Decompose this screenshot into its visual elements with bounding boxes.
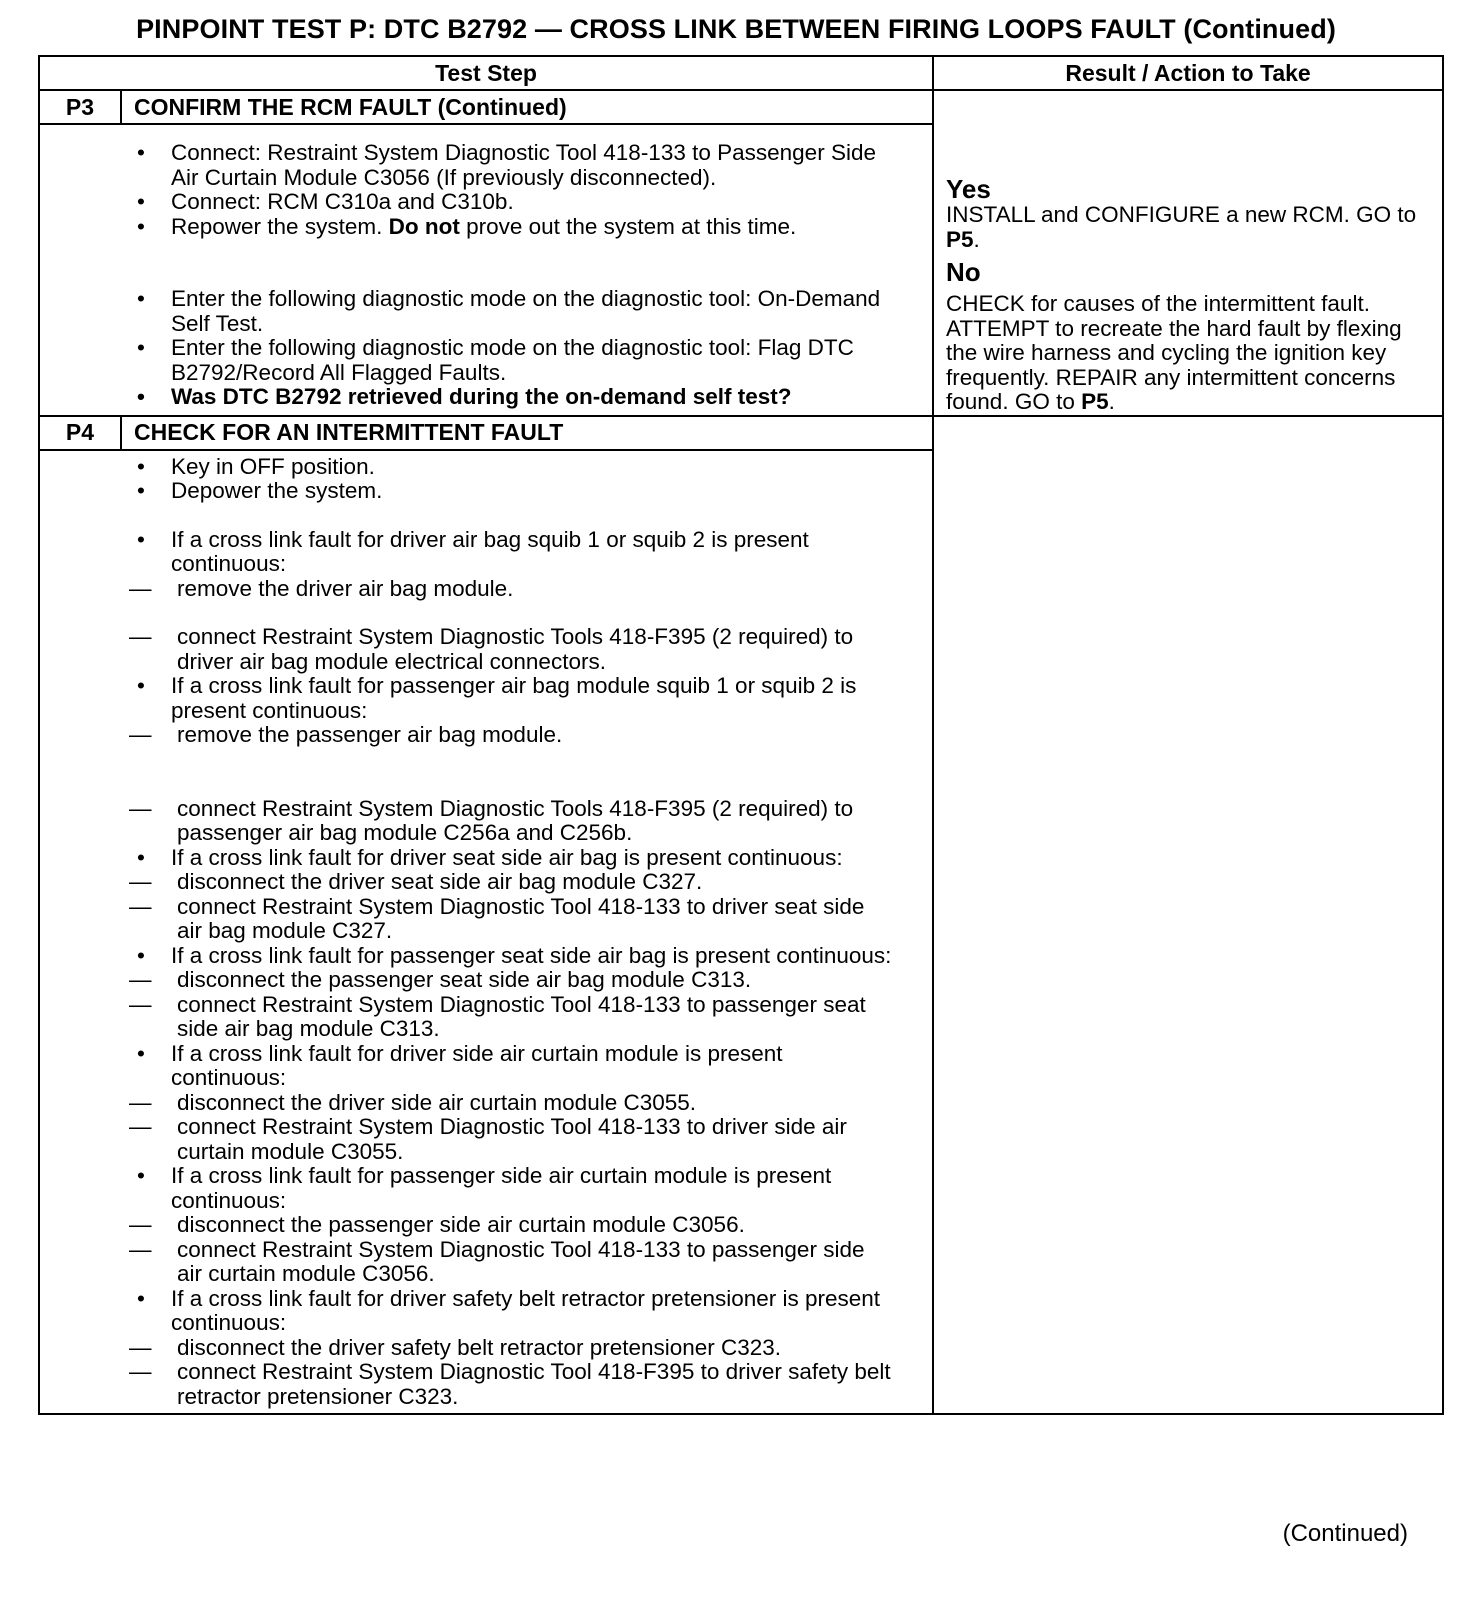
- p3-yes-goto-link[interactable]: P5: [946, 226, 974, 252]
- result-header: Result / Action to Take: [933, 56, 1443, 90]
- p3-result: [933, 90, 1443, 416]
- p3-step-id: P3: [39, 90, 121, 124]
- sub-list-item: — connect Restraint System Diagnostic Tools 418-F395 (2 required) to passenger air bag module C256a and C256b.: [129, 797, 892, 846]
- sub-list-item: — connect Restraint System Diagnostic Tool 418-133 to driver side air curtain module C3055.: [129, 1115, 892, 1164]
- p3-no-text: CHECK for causes of the intermittent fault. ATTEMPT to recreate the hard fault by flexing the wire harness and cycling the ignition key frequently. REPAIR any intermittent concerns found. GO to P5.: [946, 291, 1402, 414]
- p4-step-title: CHECK FOR AN INTERMITTENT FAULT: [121, 416, 933, 450]
- p4-step-body: [121, 450, 933, 1415]
- p4-title-row: [39, 416, 1443, 450]
- sub-list-item: — disconnect the driver side air curtain module C3055.: [129, 1091, 892, 1116]
- p3-yes-text: INSTALL and CONFIGURE a new RCM. GO to P5.: [946, 202, 1417, 252]
- list-item: • Connect: Restraint System Diagnostic Tool 418-133 to Passenger Side Air Curtain Module C3056 (If previously disconnected).: [129, 141, 892, 190]
- sub-list-item: — remove the driver air bag module.: [129, 577, 892, 602]
- list-item: • Enter the following diagnostic mode on the diagnostic tool: On-Demand Self Test.: [129, 287, 892, 336]
- list-item: • If a cross link fault for driver air bag squib 1 or squib 2 is present continuous: — remove the driver air bag module. — connect Restraint System Diagnostic Tools 418-F395 (2 required) to driver air bag module electrical connectors.: [129, 528, 892, 675]
- p3-yes-label: Yes: [946, 174, 991, 204]
- table-header-row: [39, 56, 1443, 90]
- sub-list-item: — disconnect the driver safety belt retractor pretensioner C323.: [129, 1336, 892, 1361]
- list-item: • If a cross link fault for passenger air bag module squib 1 or squib 2 is present continuous: — remove the passenger air bag module. — connect Restraint System Diagnostic Tools 418-F395 (2 required) to passenger air bag module C256a and C256b.: [129, 674, 892, 846]
- list-item: • If a cross link fault for passenger side air curtain module is present continuous: — disconnect the passenger side air curtain module C3056. — connect Restraint System Diagnostic Tool 418-133 to passenger side air curtain module C3056.: [129, 1164, 892, 1287]
- list-item: • If a cross link fault for passenger seat side air bag is present continuous: — disconnect the passenger seat side air bag module C313. — connect Restraint System Diagnostic Tool 418-133 to passenger seat side air bag module C313.: [129, 944, 892, 1042]
- list-item: • Was DTC B2792 retrieved during the on-demand self test?: [129, 385, 892, 410]
- sub-list-item: — disconnect the driver seat side air bag module C327.: [129, 870, 892, 895]
- list-item: • Connect: RCM C310a and C310b.: [129, 190, 892, 215]
- p3-no-label: No: [946, 257, 981, 287]
- p3-title-row: [39, 90, 1443, 124]
- list-item: • Key in OFF position.: [129, 455, 892, 480]
- sub-list-item: — connect Restraint System Diagnostic Tool 418-133 to driver seat side air bag module C327.: [129, 895, 892, 944]
- list-item: • Depower the system.: [129, 479, 892, 504]
- page-title: PINPOINT TEST P: DTC B2792 — CROSS LINK BETWEEN FIRING LOOPS FAULT (Continued): [136, 14, 1336, 44]
- continued-footer: (Continued): [1282, 1520, 1408, 1547]
- sub-list-item: — connect Restraint System Diagnostic Tool 418-133 to passenger seat side air bag module C313.: [129, 993, 892, 1042]
- list-item: • If a cross link fault for driver side air curtain module is present continuous: — disconnect the driver side air curtain module C3055. — connect Restraint System Diagnostic Tool 418-133 to driver side air curtain module C3055.: [129, 1042, 892, 1165]
- pinpoint-test-table: [38, 55, 1444, 1415]
- sub-list-item: — disconnect the passenger seat side air bag module C313.: [129, 968, 892, 993]
- test-step-header: Test Step: [39, 56, 933, 90]
- sub-list-item: — connect Restraint System Diagnostic Tool 418-F395 to driver safety belt retractor pretensioner C323.: [129, 1360, 892, 1409]
- p3-step-body: [121, 124, 933, 416]
- sub-list-item: — disconnect the passenger side air curtain module C3056.: [129, 1213, 892, 1238]
- p3-step-title: CONFIRM THE RCM FAULT (Continued): [121, 90, 933, 124]
- list-item: • Repower the system. Do not prove out the system at this time.: [129, 215, 892, 240]
- sub-list-item: — connect Restraint System Diagnostic Tool 418-133 to passenger side air curtain module C3056.: [129, 1238, 892, 1287]
- p4-result: [933, 416, 1443, 1415]
- list-item: • If a cross link fault for driver safety belt retractor pretensioner is present continuous: — disconnect the driver safety belt retractor pretensioner C323. — connect Restraint System Diagnostic Tool 418-F395 to driver safety belt retractor pretensioner C323.: [129, 1287, 892, 1410]
- list-item: • Enter the following diagnostic mode on the diagnostic tool: Flag DTC B2792/Record All Flagged Faults.: [129, 336, 892, 385]
- p3-no-goto-link[interactable]: P5: [1081, 389, 1109, 414]
- list-item: • If a cross link fault for driver seat side air bag is present continuous: — disconnect the driver seat side air bag module C327. — connect Restraint System Diagnostic Tool 418-133 to driver seat side air bag module C327.: [129, 846, 892, 944]
- p4-step-id: P4: [39, 416, 121, 450]
- sub-list-item: — connect Restraint System Diagnostic Tools 418-F395 (2 required) to driver air bag module electrical connectors.: [129, 625, 892, 674]
- sub-list-item: — remove the passenger air bag module.: [129, 723, 892, 748]
